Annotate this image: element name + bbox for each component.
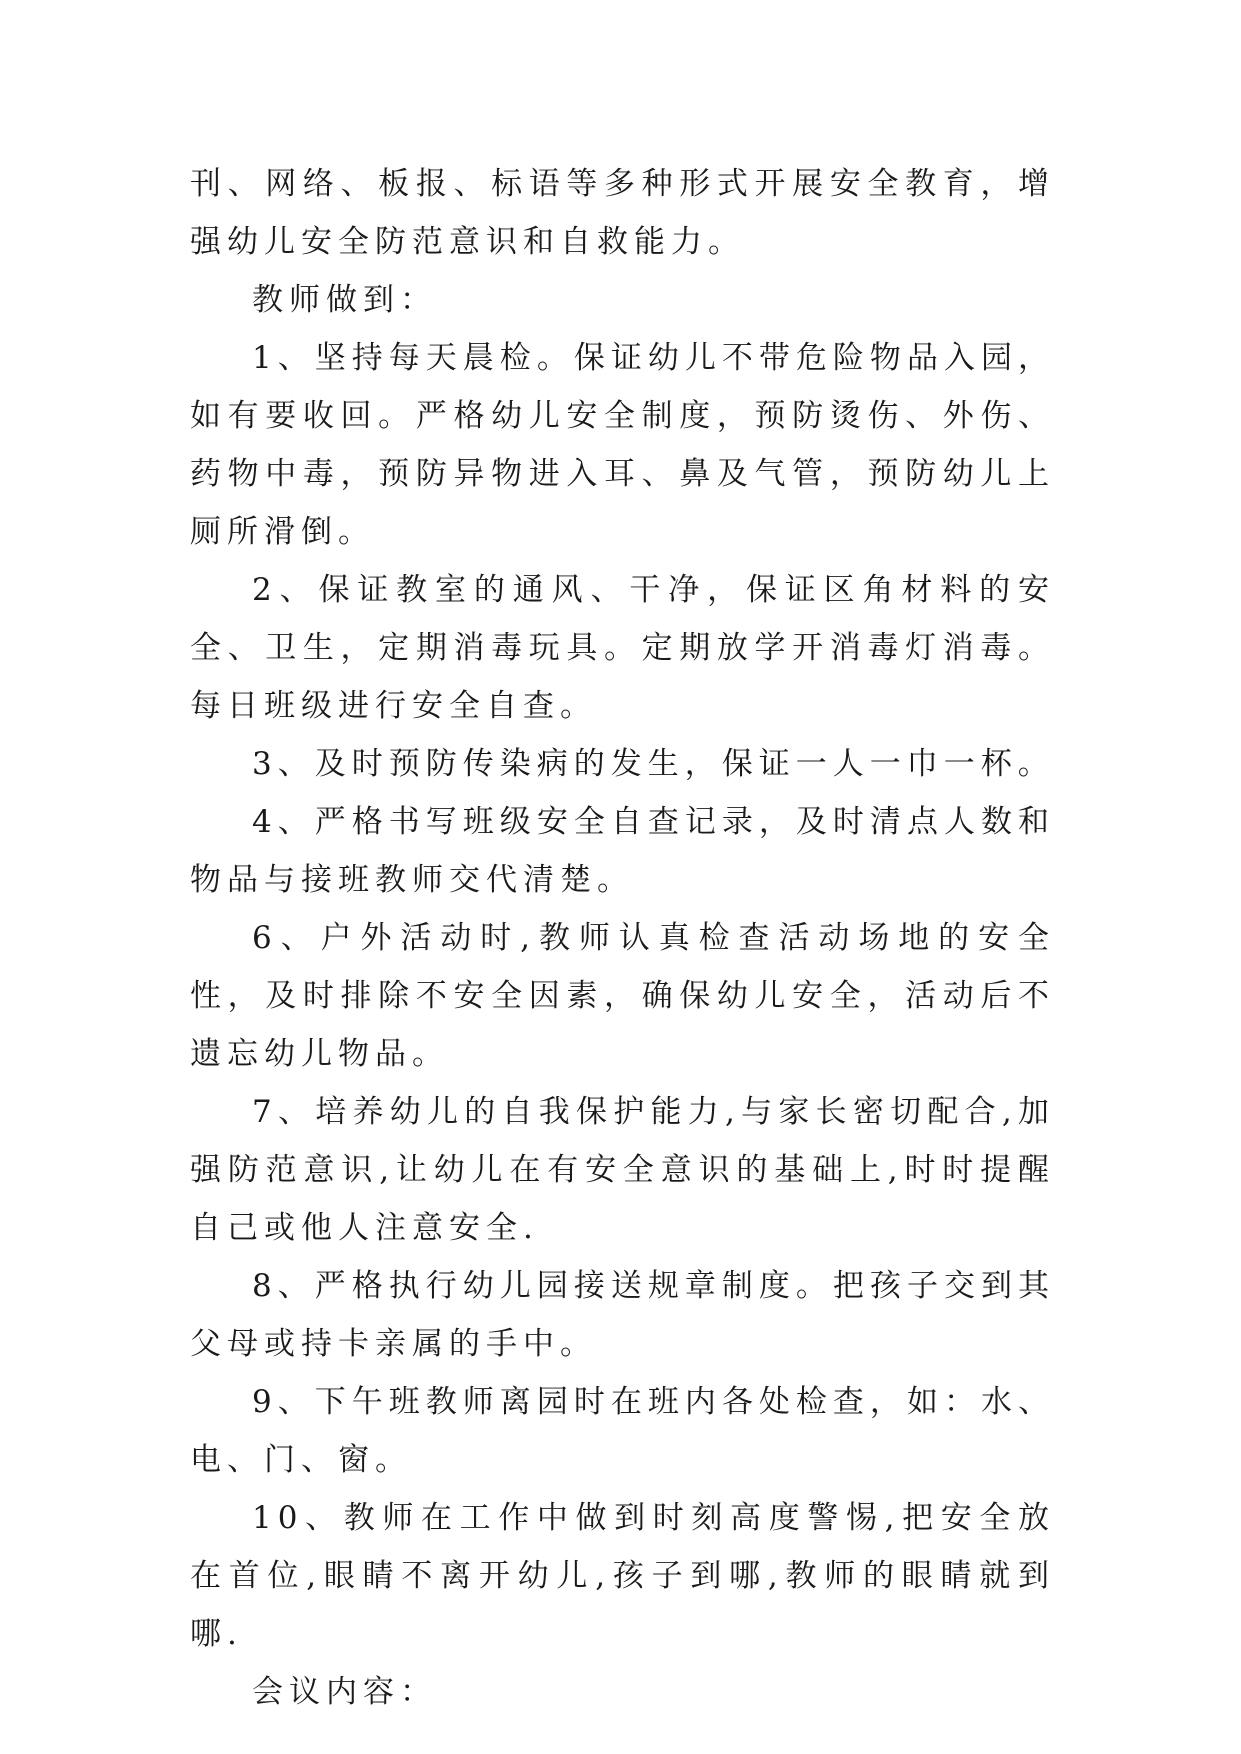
- paragraph-item-4: 4、严格书写班级安全自查记录，及时清点人数和物品与接班教师交代清楚。: [190, 804, 1055, 898]
- paragraph-item-6: 6、户外活动时,教师认真检查活动场地的安全性，及时排除不安全因素，确保幼儿安全，活动后不遗忘幼儿物品。: [190, 920, 1055, 1072]
- paragraph-item-2: 2、保证教室的通风、干净，保证区角材料的安全、卫生，定期消毒玩具。定期放学开消毒灯消毒。每日班级进行安全自查。: [190, 572, 1055, 724]
- paragraph-item-8: 8、严格执行幼儿园接送规章制度。把孩子交到其父母或持卡亲属的手中。: [190, 1268, 1055, 1362]
- paragraph-meeting-content-heading: 会议内容：: [252, 1674, 437, 1710]
- paragraph-item-9: 9、下午班教师离园时在班内各处检查，如：水、电、门、窗。: [190, 1384, 1055, 1478]
- paragraph-item-1: 1、坚持每天晨检。保证幼儿不带危险物品入园，如有要收回。严格幼儿安全制度，预防烫伤、外伤、药物中毒，预防异物进入耳、鼻及气管，预防幼儿上厕所滑倒。: [190, 340, 1055, 550]
- paragraph-item-7: 7、培养幼儿的自我保护能力,与家长密切配合,加强防范意识,让幼儿在有安全意识的基础上,时时提醒自己或他人注意安全.: [190, 1094, 1055, 1246]
- paragraph-item-3: 3、及时预防传染病的发生，保证一人一巾一杯。: [252, 746, 1055, 782]
- paragraph-continuation: 刊、网络、板报、标语等多种形式开展安全教育，增强幼儿安全防范意识和自救能力。: [190, 166, 1055, 260]
- document-body: [190, 155, 1055, 1721]
- paragraph-item-10: 10、教师在工作中做到时刻高度警惕,把安全放在首位,眼睛不离开幼儿,孩子到哪,教师的眼睛就到哪.: [190, 1500, 1055, 1652]
- paragraph-teacher-duties-heading: 教师做到：: [252, 282, 437, 318]
